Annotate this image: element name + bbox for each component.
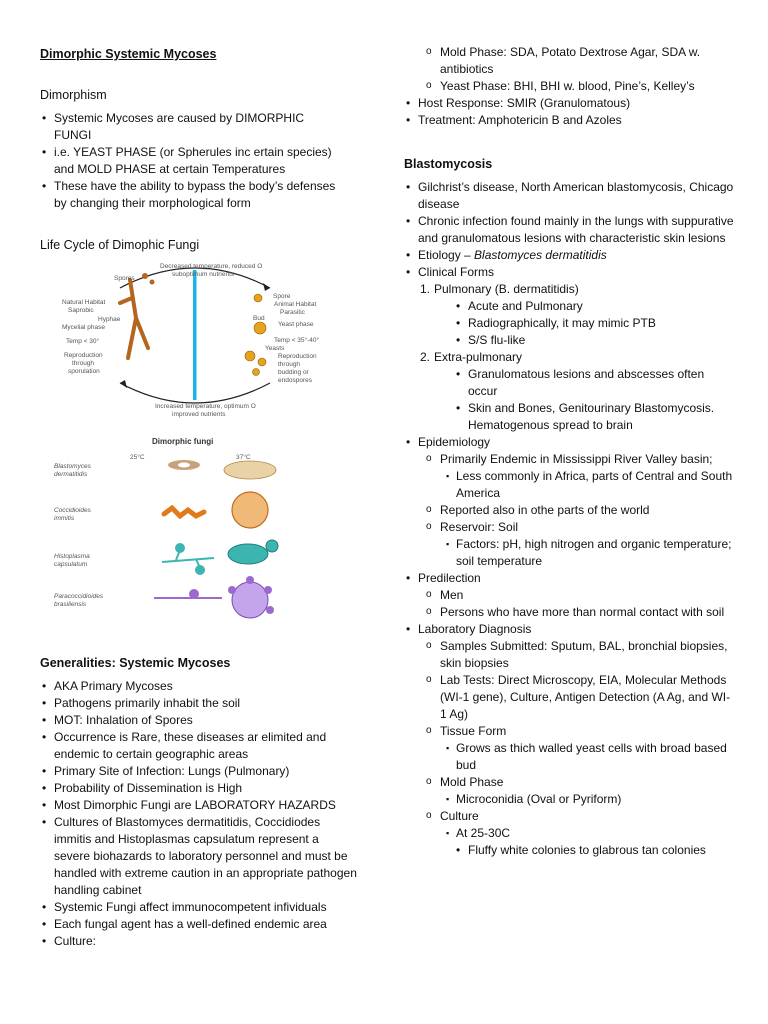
item-text: Extra-pulmonary	[434, 350, 523, 364]
label-mycelial-phase: Mycelial phase	[62, 324, 105, 331]
list-item: • AKA Primary Mycoses	[40, 678, 358, 695]
label-hyphae: Hyphae	[98, 316, 121, 323]
mold-arthroconidia	[164, 508, 204, 516]
generalities-list	[40, 678, 358, 950]
list-item: • These have the ability to bypass the body’s defenses by changing their morphological form	[40, 178, 340, 212]
list-item: • Pathogens primarily inhabit the soil	[40, 695, 358, 712]
hyphae-shape	[120, 280, 148, 358]
list-item: o Reservoir: Soil	[404, 519, 736, 536]
list-item: • Skin and Bones, Genitourinary Blastomycosis. Hematogenous spread to brain	[404, 400, 736, 434]
list-item: • Systemic Mycoses are caused by DIMORPHIC FUNGI	[40, 110, 340, 144]
list-item: o Yeast Phase: BHI, BHI w. blood, Pine’s, Kelley’s	[404, 78, 734, 95]
label-yeast-phase: Yeast phase	[278, 321, 314, 328]
yeast-shape	[245, 351, 255, 361]
label-repro-right: endospores	[278, 377, 312, 384]
list-item: ▪ At 25-30C	[404, 825, 736, 842]
list-item: • Granulomatous lesions and abscesses often occur	[404, 366, 736, 400]
spore-shape	[142, 273, 148, 279]
label-repro-left: Reproduction	[64, 352, 103, 359]
list-item: • Each fungal agent has a well-defined endemic area	[40, 916, 358, 933]
label-natural-habitat: Natural Habitat	[62, 299, 106, 306]
spherule	[232, 492, 268, 528]
mold-hyphae	[162, 550, 214, 568]
list-item: o Men	[404, 587, 736, 604]
yeast-shape	[253, 369, 260, 376]
list-item: o Lab Tests: Direct Microscopy, EIA, Molecular Methods (WI-1 gene), Culture, Antigen Detection (A Ag, and WI-1 Ag)	[404, 672, 736, 723]
row-label: dermatitidis	[54, 471, 88, 478]
yeast-bud	[266, 606, 274, 614]
list-item: • Fluffy white colonies to glabrous tan colonies	[404, 842, 736, 859]
numbered-item	[404, 349, 736, 366]
list-item: o Persons who have more than normal contact with soil	[404, 604, 736, 621]
row-label: Paracoccidioides	[54, 593, 104, 600]
item-number: 1.	[420, 282, 431, 296]
item-number: 2.	[420, 350, 431, 364]
list-item: • Predilection	[404, 570, 736, 587]
list-item	[404, 247, 736, 264]
culture-list	[404, 44, 734, 129]
yeast-bud	[228, 586, 236, 594]
yeast-bud	[264, 586, 272, 594]
list-item: o Tissue Form	[404, 723, 736, 740]
yeast-shape	[254, 294, 262, 302]
list-item: • Treatment: Amphotericin B and Azoles	[404, 112, 734, 129]
list-item: • Host Response: SMIR (Granulomatous)	[404, 95, 734, 112]
caption-bottom-1: Increased temperature, optimum O	[155, 403, 256, 410]
list-item: ▪ Less commonly in Africa, parts of Central and South America	[404, 468, 736, 502]
divider-bar	[193, 270, 197, 400]
list-item: • Laboratory Diagnosis	[404, 621, 736, 638]
list-item: • i.e. YEAST PHASE (or Spherules inc ertain species) and MOLD PHASE at certain Temperatures	[40, 144, 340, 178]
label-yeasts: Yeasts	[265, 345, 285, 352]
list-item: o Reported also in othe parts of the world	[404, 502, 736, 519]
label-repro-right: budding or	[278, 369, 309, 376]
list-item: • S/S flu-like	[404, 332, 736, 349]
label-parasitic: Parasitic	[280, 309, 305, 316]
row-label: Histoplasma	[54, 553, 90, 560]
label-repro-left: sporulation	[68, 368, 100, 375]
generalities-heading: Generalities: Systemic Mycoses	[40, 656, 231, 670]
temp-yeast: 37°C	[236, 454, 251, 461]
lifecycle-heading: Life Cycle of Dimophic Fungi	[40, 238, 200, 252]
list-item: • Primary Site of Infection: Lungs (Pulmonary)	[40, 763, 358, 780]
label-repro-right: Reproduction	[278, 353, 317, 360]
list-item: • Acute and Pulmonary	[404, 298, 736, 315]
label-repro-left: through	[72, 360, 95, 367]
list-item: • Gilchrist’s disease, North American blastomycosis, Chicago disease	[404, 179, 736, 213]
label-spores: Spores	[114, 275, 135, 282]
yeast-cell	[228, 544, 268, 564]
etiology-organism: Blastomyces dermatitidis	[474, 248, 607, 262]
list-item: ▪ Microconidia (Oval or Pyriform)	[404, 791, 736, 808]
page-title: Dimorphic Systemic Mycoses	[40, 47, 217, 61]
list-item: • Chronic infection found mainly in the lungs with suppurative and granulomatous lesions with characteristic skin lesions	[404, 213, 736, 247]
row-label: Coccidioides	[54, 507, 91, 514]
etiology-prefix: Etiology –	[418, 248, 475, 262]
macroconidia	[175, 543, 185, 553]
label-animal-habitat: Animal Habitat	[274, 301, 317, 308]
list-item: o Culture	[404, 808, 736, 825]
conidia	[189, 589, 199, 599]
row-label: Blastomyces	[54, 463, 91, 470]
dimorphism-heading: Dimorphism	[40, 88, 107, 102]
list-item: • Radiographically, it may mimic PTB	[404, 315, 736, 332]
list-item: o Primarily Endemic in Mississippi River Valley basin;	[404, 451, 736, 468]
label-saprobic: Saprobic	[68, 307, 94, 314]
label-temp-right: Temp < 35°-40°	[274, 337, 320, 344]
list-item: • Culture:	[40, 933, 358, 950]
list-item: o Mold Phase	[404, 774, 736, 791]
numbered-item	[404, 281, 736, 298]
row-label: brasiliensis	[54, 601, 87, 608]
list-item: • Clinical Forms	[404, 264, 736, 281]
caption-bottom-2: improved nutrients	[172, 411, 226, 418]
list-item: • Most Dimorphic Fungi are LABORATORY HAZARDS	[40, 797, 358, 814]
life-cycle-figure	[60, 258, 330, 418]
list-item: o Samples Submitted: Sputum, BAL, bronchial biopsies, skin biopsies	[404, 638, 736, 672]
label-spore: Spore	[273, 293, 291, 300]
macroconidia	[195, 565, 205, 575]
dimorphic-fungi-figure	[54, 434, 334, 624]
temp-mold: 25°C	[130, 454, 145, 461]
blastomycosis-list	[404, 179, 736, 859]
mold-colony-center	[178, 463, 190, 468]
row-label: capsulatum	[54, 561, 88, 568]
list-item: ▪ Factors: pH, high nitrogen and organic temperature; soil temperature	[404, 536, 736, 570]
list-item: ▪ Grows as thich walled yeast cells with broad based bud	[404, 740, 736, 774]
list-item: • Cultures of Blastomyces dermatitidis, Coccidiodes immitis and Histoplasmas capsulatum represent a severe biohazards to laboratory personnel and must be handled with extreme caution in an appropriate pathogen handling cabinet	[40, 814, 358, 899]
caption-top-2: suboptimum nutrients	[172, 271, 235, 278]
yeast-shape	[258, 358, 266, 366]
caption-top-1: Decreased temperature, reduced O	[160, 263, 263, 270]
pilot-wheel-yeast	[232, 582, 268, 618]
list-item: o Mold Phase: SDA, Potato Dextrose Agar, SDA w. antibiotics	[404, 44, 734, 78]
yeast-shape	[254, 322, 266, 334]
dimorphism-list	[40, 110, 340, 212]
yeast-colony	[224, 461, 276, 479]
list-item: • MOT: Inhalation of Spores	[40, 712, 358, 729]
spore-shape	[150, 280, 155, 285]
figure-title: Dimorphic fungi	[152, 437, 214, 446]
list-item: • Occurrence is Rare, these diseases ar elimited and endemic to certain geographic areas	[40, 729, 358, 763]
list-item: • Probability of Dissemination is High	[40, 780, 358, 797]
list-item: • Systemic Fungi affect immunocompetent infividuals	[40, 899, 358, 916]
list-item: • Epidemiology	[404, 434, 736, 451]
label-bud: Bud	[253, 315, 265, 322]
yeast-bud	[266, 540, 278, 552]
row-label: immitis	[54, 515, 75, 522]
blastomycosis-heading: Blastomycosis	[404, 157, 493, 171]
item-text: Pulmonary (B. dermatitidis)	[434, 282, 579, 296]
yeast-bud	[246, 576, 254, 584]
label-repro-right: through	[278, 361, 301, 368]
label-temp-left: Temp < 30°	[66, 338, 100, 345]
